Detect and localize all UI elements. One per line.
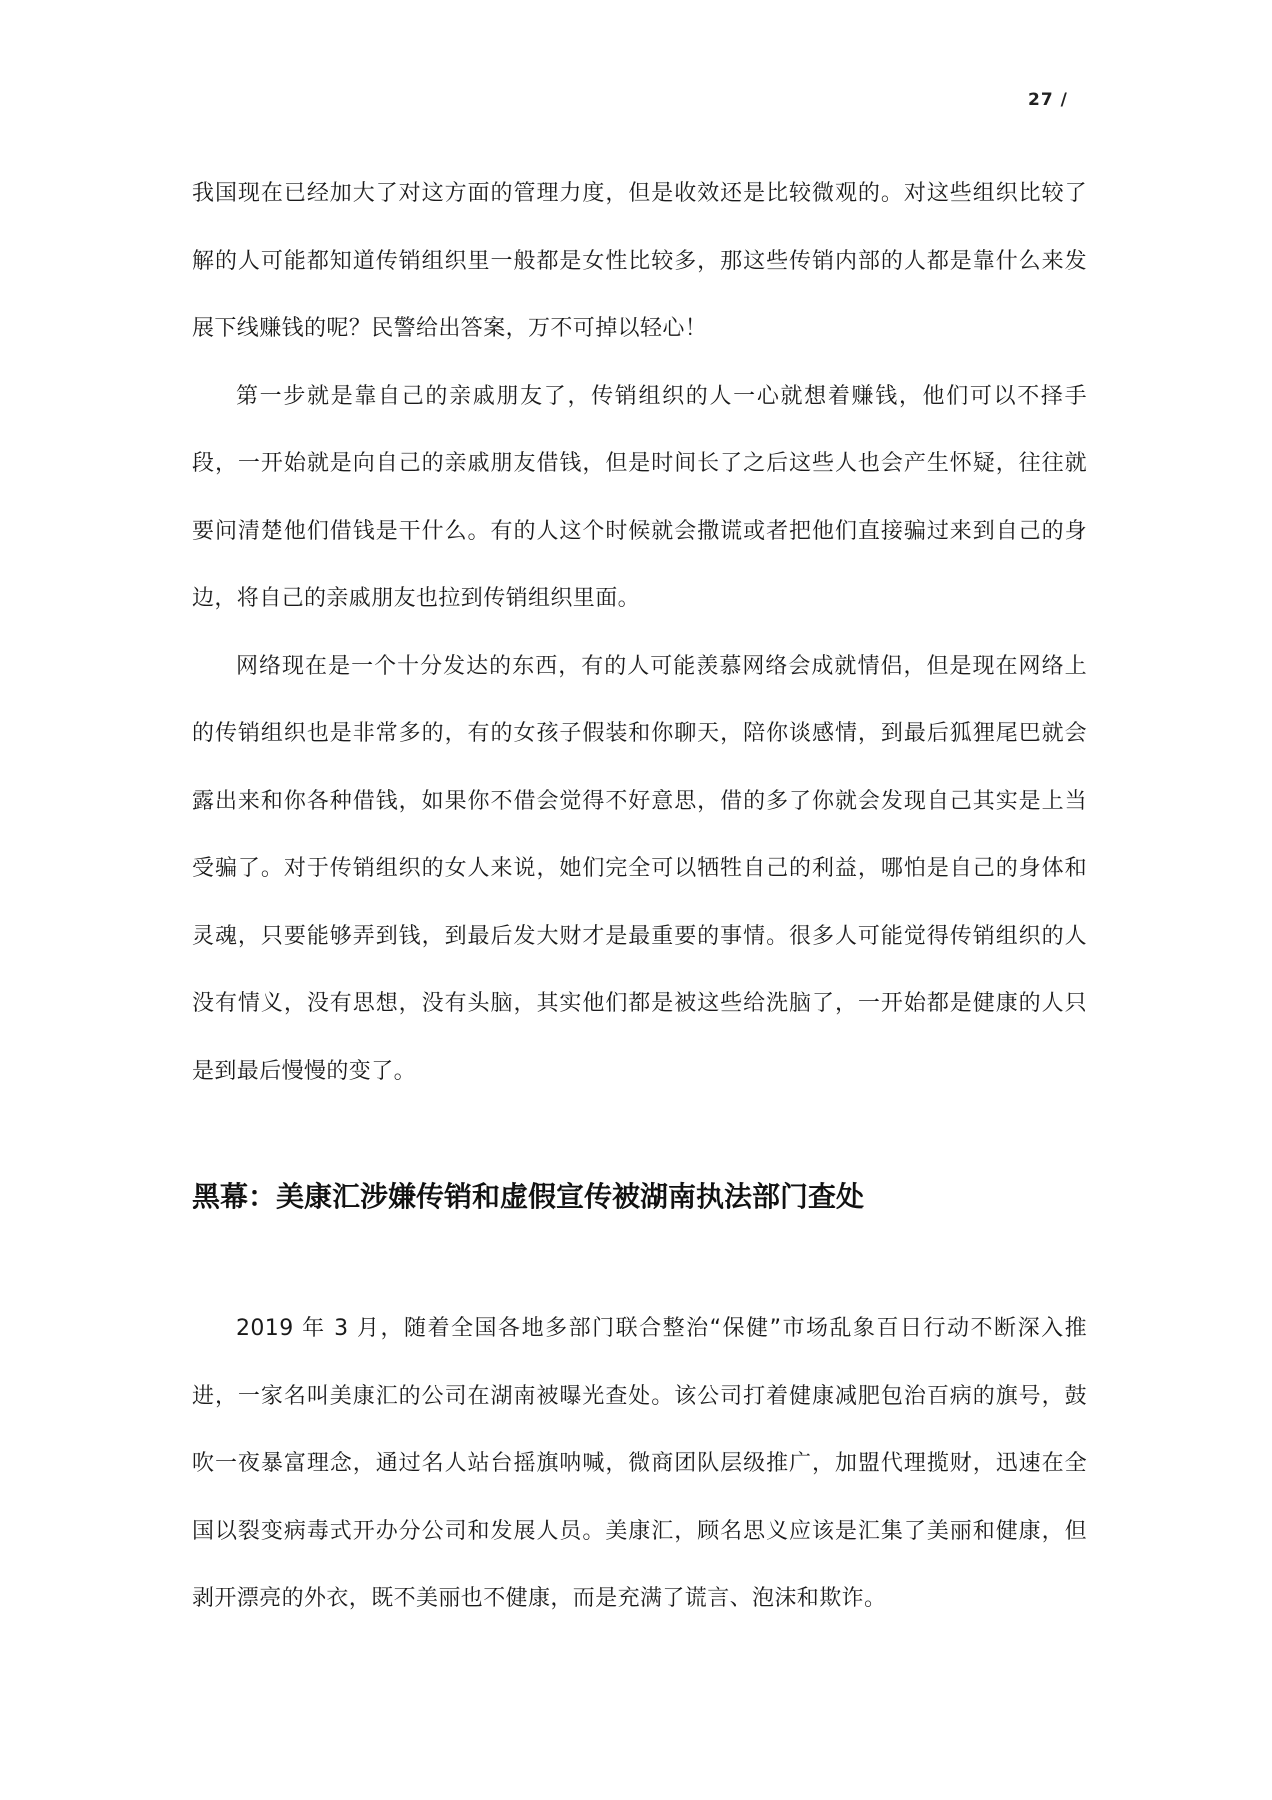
paragraph-online: 网络现在是一个十分发达的东西，有的人可能羡慕网络会成就情侣，但是现在网络上的传销组织也是非常多的，有的女孩子假装和你聊天，陪你谈感情，到最后狐狸尾巴就会露出来和你各种借钱，如果你不借会觉得不好意思，借的多了你就会发现自己其实是上当受骗了。对于传销组织的女人来说，她们完全可以牺牲自己的利益，哪怕是自己的身体和灵魂，只要能够弄到钱，到最后发大财才是最重要的事情。很多人可能觉得传销组织的人没有情义，没有思想，没有头脑，其实他们都是被这些给洗脑了，一开始都是健康的人只是到最后慢慢的变了。 xyxy=(192,653,1087,1084)
section-body xyxy=(192,1295,1087,1633)
paragraph-meikanghui: 2019 年 3 月，随着全国各地多部门联合整治“保健”市场乱象百日行动不断深入推进，一家名叫美康汇的公司在湖南被曝光查处。该公司打着健康减肥包治百病的旗号，鼓吹一夜暴富理念，通过名人站台摇旗呐喊，微商团队层级推广，加盟代理揽财，迅速在全国以裂变病毒式开办分公司和发展人员。美康汇，顾名思义应该是汇集了美丽和健康，但剥开漂亮的外衣，既不美丽也不健康，而是充满了谎言、泡沫和欺诈。 xyxy=(192,1316,1087,1611)
intro-paragraph: 我国现在已经加大了对这方面的管理力度，但是收效还是比较微观的。对这些组织比较了解的人可能都知道传销组织里一般都是女性比较多，那这些传销内部的人都是靠什么来发展下线赚钱的呢？民警给出答案，万不可掉以轻心！ xyxy=(192,181,1087,341)
page-number: 27 / xyxy=(1028,90,1068,110)
section-heading: 黑幕：美康汇涉嫌传销和虚假宣传被湖南执法部门查处 xyxy=(192,1180,865,1213)
paragraph-relatives: 第一步就是靠自己的亲戚朋友了，传销组织的人一心就想着赚钱，他们可以不择手段，一开始就是向自己的亲戚朋友借钱，但是时间长了之后这些人也会产生怀疑，往往就要问清楚他们借钱是干什么。有的人这个时候就会撒谎或者把他们直接骗过来到自己的身边，将自己的亲戚朋友也拉到传销组织里面。 xyxy=(192,383,1087,611)
article-body xyxy=(192,160,1087,1633)
